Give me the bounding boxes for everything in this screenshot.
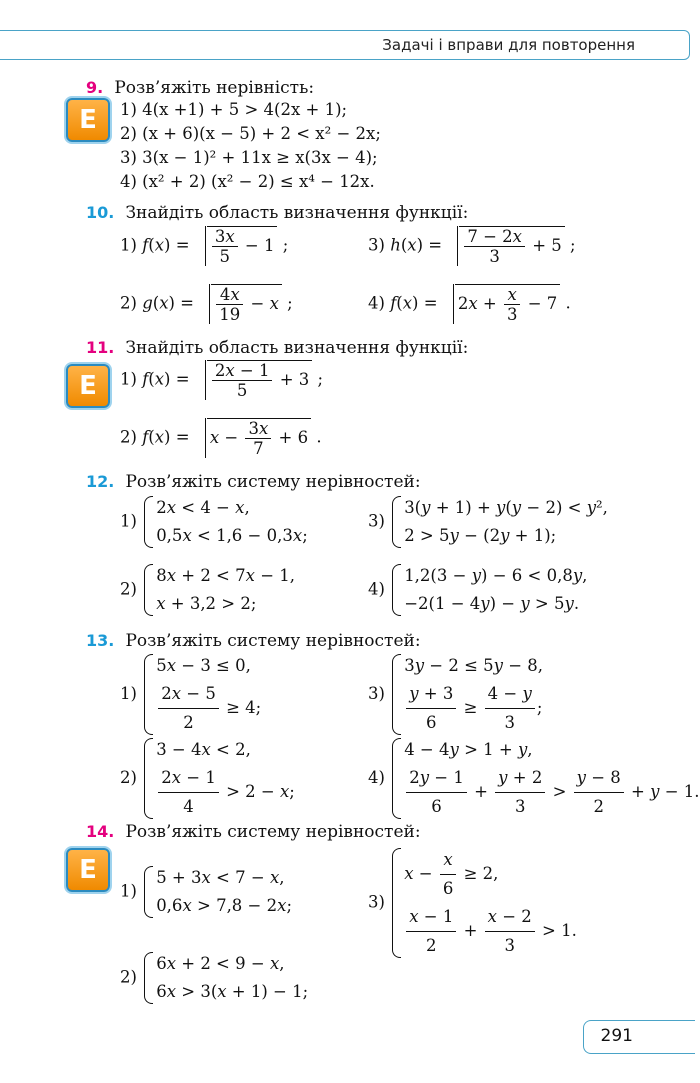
problem-9-item-1: 1) 4(x +1) + 5 > 4(2x + 1); xyxy=(120,100,348,119)
problem-11-item-2: 2) f(x) = x − $\frac{3x}{7}$ + 6 . xyxy=(120,419,322,458)
problem-12-item-1: 1) 2x < 4 − x, 0,5x < 1,6 − 0,3x; xyxy=(120,494,308,550)
problem-9-item-3: 3) 3(x − 1)² + 11x ≥ x(3x − 4); xyxy=(120,148,378,167)
problem-number: 14. xyxy=(86,822,115,841)
problem-number: 13. xyxy=(86,631,115,650)
problem-number: 10. xyxy=(86,203,115,222)
problem-title: Розв’яжіть систему нерівностей: xyxy=(125,472,421,492)
problem-number: 11. xyxy=(86,338,115,357)
problem-13-item-4: 4) 4 − 4y > 1 + y, $\frac{2y - 1}{6}$ + $\frac{y + 2}{3}$ > $\frac{y - 8}{2}$ + y − 1. xyxy=(368,736,700,821)
problem-13-item-1: 1) 5x − 3 ≤ 0, $\frac{2x - 5}{2}$ ≥ 4; xyxy=(120,652,261,737)
problem-title: Розв’яжіть систему нерівностей: xyxy=(125,631,421,651)
problem-11 xyxy=(86,338,468,358)
problem-10-item-4: 4) f(x) = 2x + $\frac{x}{3}$ − 7 . xyxy=(368,285,571,324)
problem-14-item-3: 3) x − $\frac{x}{6}$ ≥ 2, $\frac{x - 1}{2}$ + $\frac{x - 2}{3}$ > 1. xyxy=(368,846,577,960)
problem-13 xyxy=(86,631,421,651)
e-level-badge-icon: E xyxy=(66,848,110,892)
problem-10-item-1: 1) f(x) = $\frac{3x}{5}$ − 1 ; xyxy=(120,227,289,266)
problem-13-item-3: 3) 3y − 2 ≤ 5y − 8, $\frac{y + 3}{6}$ ≥ $\frac{4 - y}{3}$ ; xyxy=(368,652,543,737)
problem-9 xyxy=(86,78,314,98)
problem-title: Розв’яжіть нерівність: xyxy=(114,78,315,98)
page-number: 291 xyxy=(600,1026,633,1046)
problem-title: Розв’яжіть систему нерівностей: xyxy=(125,822,421,842)
e-level-badge-icon: E xyxy=(66,364,110,408)
problem-12-item-3: 3) 3(y + 1) + y(y − 2) < y², 2 > 5y − (2y + 1); xyxy=(368,494,608,550)
problem-14-item-1: 1) 5 + 3x < 7 − x, 0,6x > 7,8 − 2x; xyxy=(120,864,292,920)
e-level-badge-icon: E xyxy=(66,98,110,142)
problem-14 xyxy=(86,822,421,842)
problem-9-item-2: 2) (x + 6)(x − 5) + 2 < x² − 2x; xyxy=(120,124,381,143)
problem-13-item-2: 2) 3 − 4x < 2, $\frac{2x - 1}{4}$ > 2 − x; xyxy=(120,736,295,821)
problem-10 xyxy=(86,203,468,223)
page-header-title: Задачі і вправи для повторення xyxy=(382,36,635,54)
problem-9-item-4: 4) (x² + 2) (x² − 2) ≤ x⁴ − 12x. xyxy=(120,172,375,191)
problem-title: Знайдіть область визначення функції: xyxy=(125,338,469,358)
problem-number: 9. xyxy=(86,78,104,97)
problem-12-item-4: 4) 1,2(3 − y) − 6 < 0,8y, −2(1 − 4y) − y > 5y. xyxy=(368,562,587,618)
problem-14-item-2: 2) 6x + 2 < 9 − x, 6x > 3(x + 1) − 1; xyxy=(120,950,308,1006)
problem-10-item-3: 3) h(x) = $\frac{7 - 2x}{3}$ + 5 ; xyxy=(368,227,576,266)
problem-12 xyxy=(86,472,421,492)
problem-12-item-2: 2) 8x + 2 < 7x − 1, x + 3,2 > 2; xyxy=(120,562,295,618)
problem-10-item-2: 2) g(x) = $\frac{4x}{19}$ − x ; xyxy=(120,285,293,324)
problem-title: Знайдіть область визначення функції: xyxy=(125,203,469,223)
problem-number: 12. xyxy=(86,472,115,491)
problem-11-item-1: 1) f(x) = $\frac{2x - 1}{5}$ + 3 ; xyxy=(120,361,324,400)
